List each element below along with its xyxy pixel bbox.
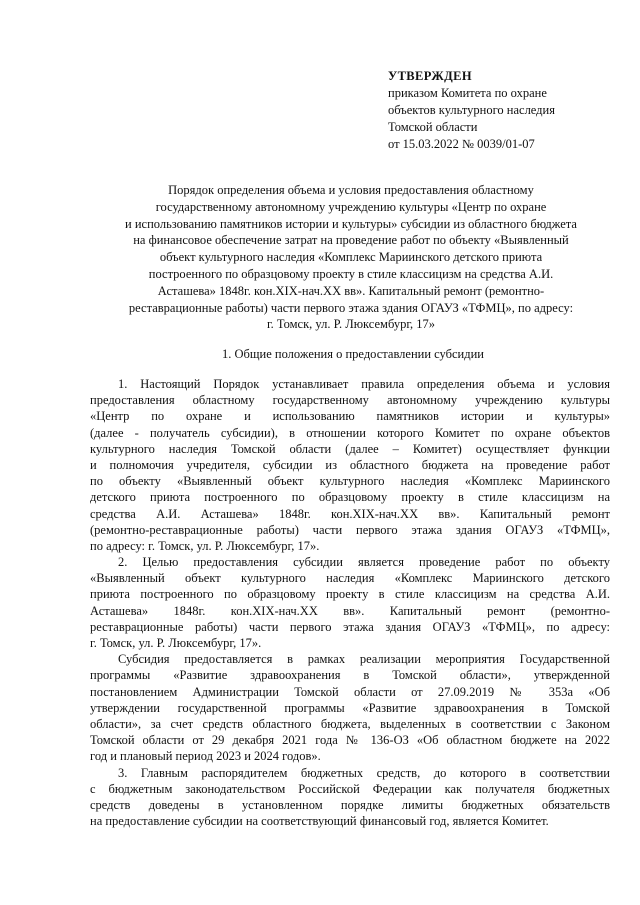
paragraph-line: предоставления областному государственному автономному учреждению культуры [90, 393, 610, 408]
paragraph-line: культурного наследия Томской области (далее – Комитет) осуществляет функции [90, 441, 610, 456]
paragraph-line: 2. Целью предоставления субсидии является проведение работ по объекту [118, 555, 610, 570]
paragraph-line: с бюджетным законодательством Российской Федерации как получателя бюджетных [90, 781, 610, 796]
paragraph-line: (далее - получатель субсидии), в отношении которого Комитет по охране объектов [90, 425, 610, 440]
paragraph-line: по адресу: г. Томск, ул. Р. Люксембург, 17». [90, 538, 320, 553]
paragraph-line: Асташева» 1848г. кон.XIX-нач.XX вв». Капитальный ремонт (ремонтно- [90, 603, 610, 618]
title-line: Асташева» 1848г. кон.XIX-нач.XX вв». Капитальный ремонт (ремонтно- [157, 283, 545, 298]
paragraph-3 [90, 765, 610, 830]
paragraph-line: реставрационные работы) части первого этажа здания ОГАУЗ «ТФМЦ», по адресу: [90, 619, 610, 634]
paragraph-line: средств доведены в установленном порядке лимиты бюджетных обязательств [90, 797, 610, 812]
title-line: реставрационные работы) части первого этажа здания ОГАУЗ «ТФМЦ», по адресу: [128, 300, 574, 315]
paragraph-line: и полномочия учредителя, субсидии из областного бюджета на проведение работ [90, 457, 610, 472]
paragraph-line: г. Томск, ул. Р. Люксембург, 17». [90, 636, 262, 650]
paragraph-line: «Центр по охране и использованию памятников истории и культуры» [90, 409, 610, 424]
paragraph-subsidy [90, 651, 610, 764]
paragraph-line: по объекту «Выявленный объект культурного наследия «Комплекс Мариинского [90, 474, 610, 489]
title-line: объект культурного наследия «Комплекс Мариинского детского приюта [159, 250, 543, 265]
paragraph-line: приюта построенного по образцовому проекту в стиле классицизм на средства А.И. [90, 587, 610, 602]
paragraph-line: Субсидия предоставляется в рамках реализации мероприятия Государственной [118, 652, 610, 667]
paragraph-line: 3. Главным распорядителем бюджетных средств, до которого в соответствии [118, 765, 610, 780]
title-line: и использованию памятников истории и культуры» субсидии из областного бюджета [125, 216, 577, 231]
paragraph-line: постановлением Администрации Томской области от 27.09.2019 № 353а «Об [90, 684, 610, 699]
paragraph-line: 1. Настоящий Порядок устанавливает правила определения объема и условия [118, 377, 610, 391]
title-line: построенного по образцовому проекту в стиле классицизм на средства А.И. [148, 266, 554, 281]
paragraph-line: (ремонтно-реставрационные работы) части первого этажа здания ОГАУЗ «ТФМЦ», [90, 522, 610, 537]
title-line: г. Томск, ул. Р. Люксембург, 17» [266, 317, 436, 332]
approval-stamp [388, 68, 628, 153]
approval-date-number: от 15.03.2022 № 0039/01-07 [388, 137, 535, 151]
paragraph-line: «Выявленный объект культурного наследия «Комплекс Мариинского детского [90, 571, 610, 586]
approval-line: приказом Комитета по охране [388, 86, 547, 100]
paragraph-line: год и плановый период 2023 и 2024 годов». [90, 749, 321, 764]
paragraph-1 [90, 376, 610, 554]
title-line: Порядок определения объема и условия предоставления областному [168, 183, 534, 197]
paragraph-line: области», за счет средств областного бюджета, выделенных в соответствии с Законом [90, 716, 610, 731]
paragraph-line: на предоставление субсидии на соответствующий финансовый год, является Комитет. [90, 814, 549, 829]
document-body [90, 376, 610, 829]
paragraph-2 [90, 554, 610, 651]
approval-line: Томской области [388, 120, 478, 134]
paragraph-line: программы «Развитие здравоохранения в Томской области», утвержденной [90, 668, 610, 683]
approval-line: объектов культурного наследия [388, 103, 555, 117]
paragraph-line: средства А.И. Асташева» 1848г. кон.XIX-нач.XX вв». Капитальный ремонт [90, 506, 610, 521]
document-title [86, 182, 616, 333]
paragraph-line: утверждении государственной программы «Развитие здравоохранения в Томской [90, 700, 610, 715]
approval-heading: УТВЕРЖДЕН [388, 69, 473, 83]
section-heading: 1. Общие положения о предоставлении субсидии [222, 347, 484, 361]
title-line: государственному автономному учреждению культуры «Центр по охране [155, 199, 547, 214]
paragraph-line: Томской области от 29 декабря 2021 года № 136-ОЗ «Об областном бюджете на 2022 [90, 733, 610, 748]
paragraph-line: детского приюта построенного по образцовому проекту в стиле классицизм на [90, 490, 610, 505]
title-line: на финансовое обеспечение затрат на проведение работ по объекту «Выявленный [133, 233, 569, 248]
